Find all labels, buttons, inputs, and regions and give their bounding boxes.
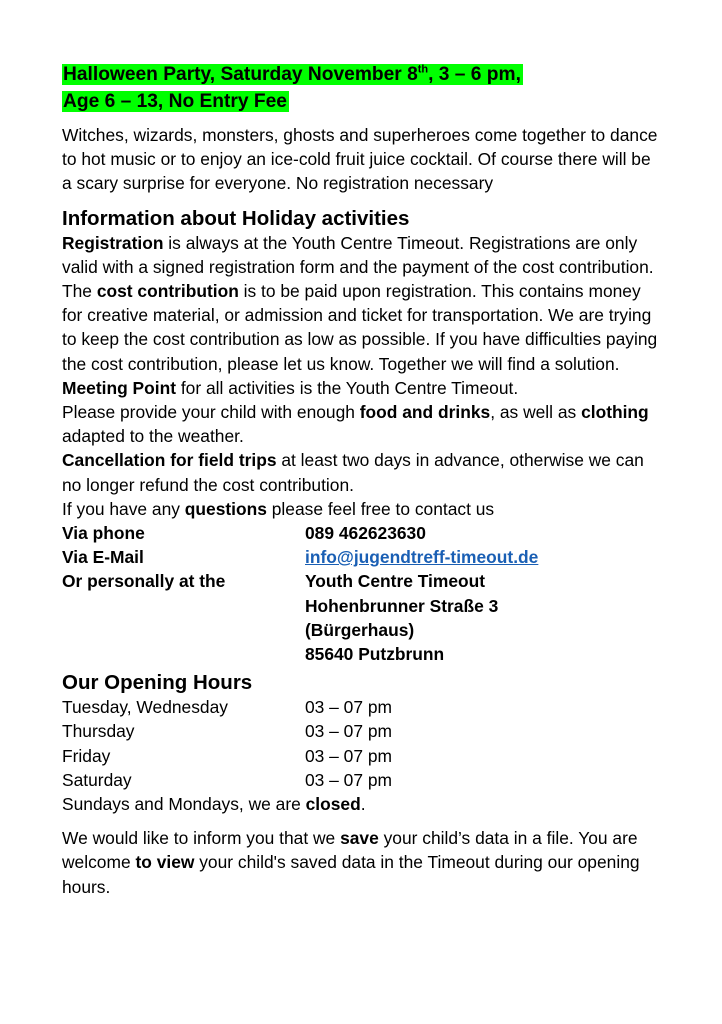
event-title-age-fee: Age 6 – 13, No Entry Fee [63,91,287,112]
hours-day: Friday [62,745,111,766]
closed-suffix: . [360,794,366,815]
hours-day: Tuesday, Wednesday [62,697,228,718]
privacy-middle: your child’s data in a file. You are welcome [62,828,638,873]
meeting-text: for all activities is the Youth Centre Timeout. [176,377,519,398]
address-line-city: 85640 Putzbrunn [305,644,445,665]
hours-day: Saturday [62,769,132,790]
cancellation-text: at least two days in advance, otherwise we can no longer refund the cost contribution. [62,450,644,495]
event-description: Witches, wizards, monsters, ghosts and superheroes come together to dance to hot music or to enjoy an ice-cold fruit juice cocktail. Of course there will be a scary surprise for everyone. No registration necessary [62,125,658,194]
address-line-street: Hohenbrunner Straße 3 [305,595,499,616]
info-heading: Information about Holiday activities [62,206,410,230]
privacy-suffix: your child's saved data in the Timeout during our opening hours. [62,852,640,897]
cost-paragraph [62,279,662,376]
provisions-food-bold: food and drinks [359,402,491,423]
contact-row-email [62,545,662,569]
questions-bold: questions [184,498,267,519]
event-title [62,61,662,115]
hours-row [62,768,662,792]
contact-row-address [62,569,662,666]
hours-row [62,744,662,768]
hours-heading: Our Opening Hours [62,671,253,695]
hours-time: 03 – 07 pm [305,745,393,766]
phone-value: 089 462623630 [305,523,426,544]
privacy-prefix: We would like to inform you that we [62,828,341,849]
cost-text: is to be paid upon registration. This contains money for creative material, or admission and ticket for transportation. We are trying to keep the cost contribution as low as possible. If you have difficulties paying the cost contribution, please let us know. Together we will find a solution. [62,281,658,374]
questions-prefix: If you have any [62,498,185,519]
document-page [62,61,662,899]
event-title-time: , 3 – 6 pm, [428,64,521,85]
cost-bold: cost contribution [96,281,239,302]
meeting-paragraph [62,376,662,400]
hours-row [62,719,662,743]
address-line-building: (Bürgerhaus) [305,619,415,640]
meeting-bold: Meeting Point [62,377,176,398]
privacy-save-bold: save [340,828,379,849]
hours-time: 03 – 07 pm [305,721,393,742]
cancellation-bold: Cancellation for field trips [62,450,277,471]
provisions-prefix: Please provide your child with enough [62,402,360,423]
provisions-clothing-bold: clothing [581,402,649,423]
hours-table [62,695,662,816]
hours-row [62,695,662,719]
cancellation-paragraph [62,448,662,496]
email-label: Via E-Mail [62,547,144,568]
closed-bold: closed [305,794,361,815]
privacy-view-bold: to view [135,852,195,873]
address-label: Or personally at the [62,571,226,592]
provisions-suffix: adapted to the weather. [62,426,244,447]
phone-label: Via phone [62,523,145,544]
email-link[interactable]: info@jugendtreff-timeout.de [305,547,539,568]
contact-row-phone [62,521,662,545]
questions-paragraph [62,497,662,521]
registration-bold: Registration [62,232,164,253]
address-line-name: Youth Centre Timeout [305,571,486,592]
event-title-highlight [62,64,523,112]
address-value [305,569,662,666]
hours-time: 03 – 07 pm [305,769,393,790]
hours-day: Thursday [62,721,135,742]
privacy-notice [62,826,662,899]
closed-prefix: Sundays and Mondays, we are [62,794,306,815]
closed-days [62,792,662,816]
contact-table [62,521,662,666]
registration-paragraph [62,231,662,279]
hours-time: 03 – 07 pm [305,697,393,718]
event-title-text: Halloween Party, Saturday November 8 [63,64,418,85]
registration-text: is always at the Youth Centre Timeout. Registrations are only valid with a signed registration form and the payment of the cost contribution. [62,232,654,277]
cost-prefix: The [62,281,97,302]
provisions-paragraph [62,400,662,448]
provisions-middle: , as well as [490,402,582,423]
questions-suffix: please feel free to contact us [266,498,495,519]
event-title-ordinal: th [417,63,429,76]
